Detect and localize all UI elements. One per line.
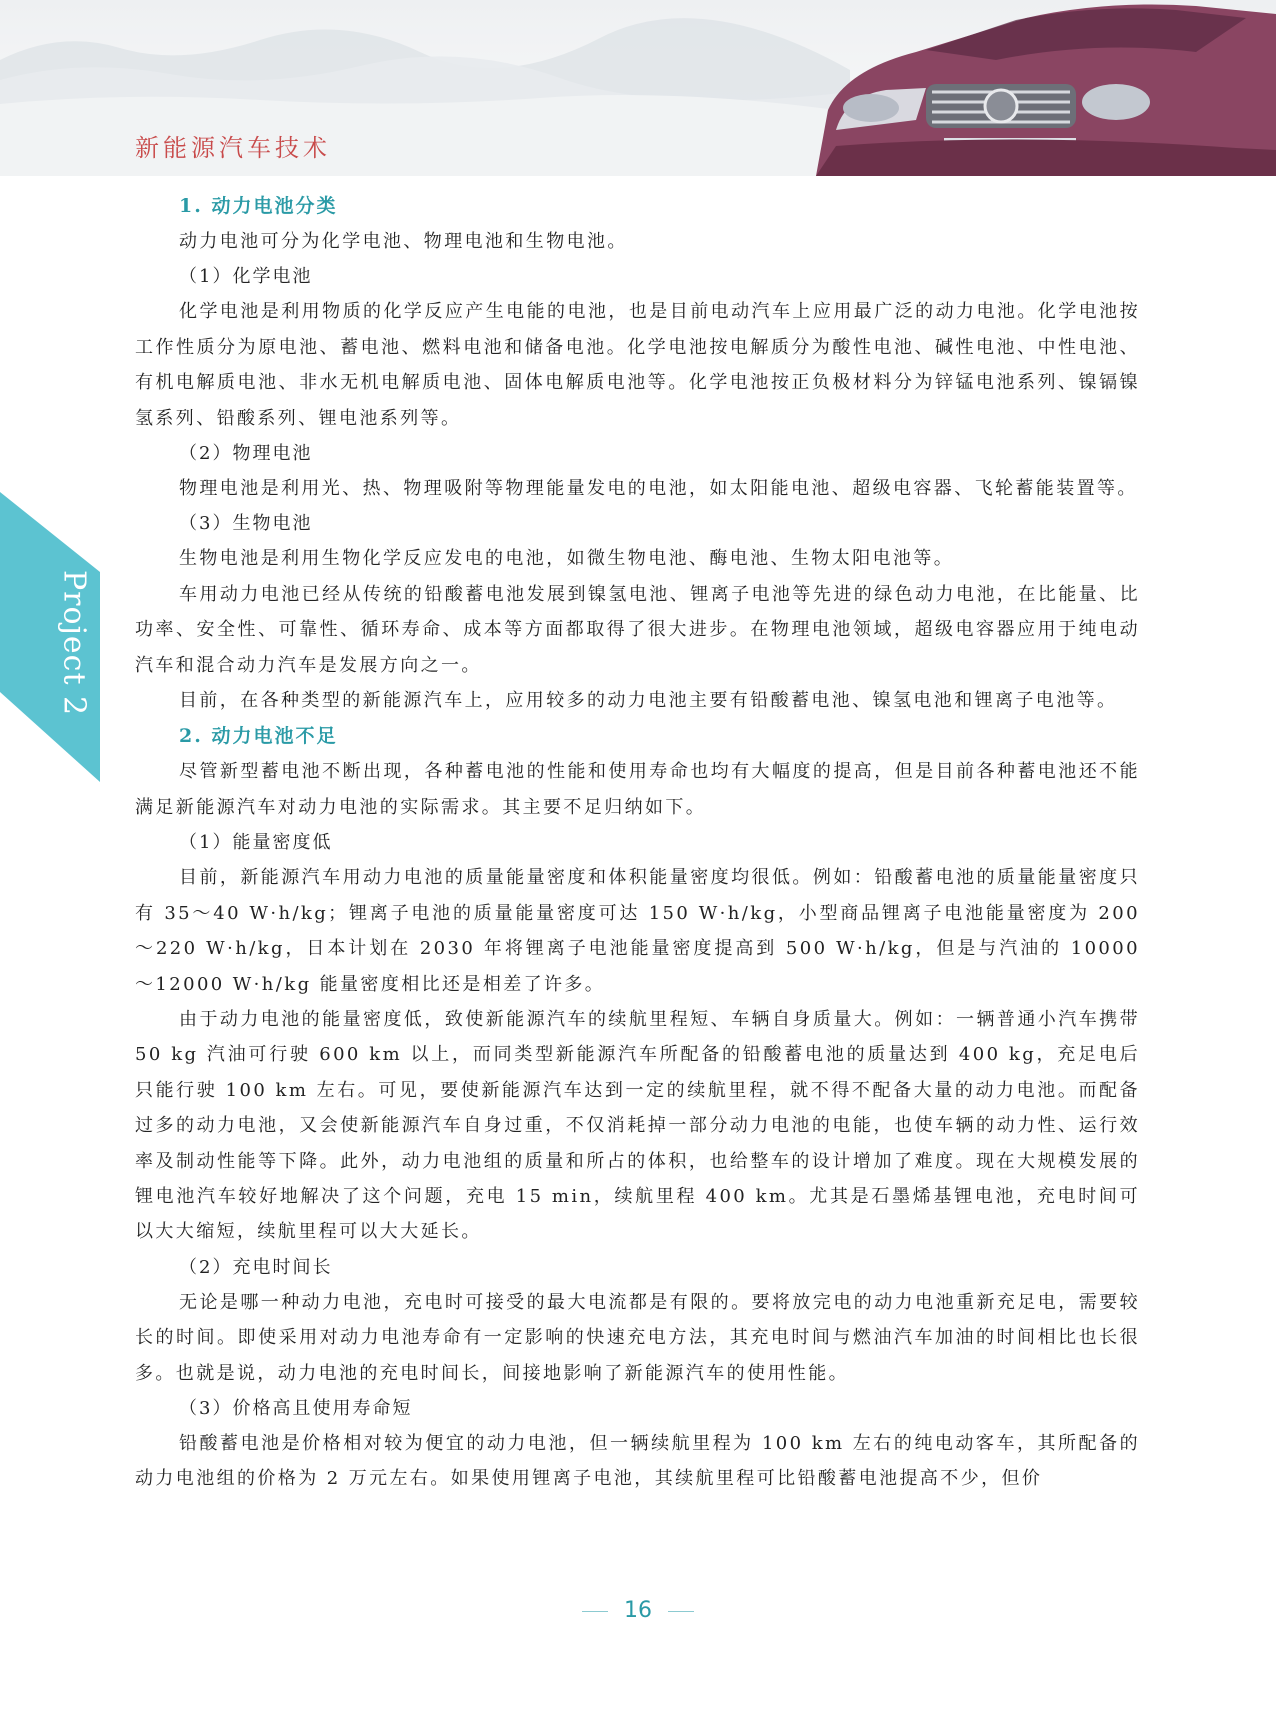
page-footer [0, 1598, 1276, 1623]
subheading: （1）能量密度低 [179, 832, 333, 854]
mist-mountains-illustration [0, 0, 850, 176]
subheading: （2）物理电池 [179, 443, 313, 465]
paragraph: 无论是哪一种动力电池，充电时可接受的最大电流都是有限的。要将放完电的动力电池重新充足电，需要较长的时间。即使采用对动力电池寿命有一定影响的快速充电方法，其充电时间与燃油汽车加油的时间相比也长很多。也就是说，动力电池的充电时间长，间接地影响了新能源汽车的使用性能。 [135, 1291, 1140, 1384]
paragraph: 由于动力电池的能量密度低，致使新能源汽车的续航里程短、车辆自身质量大。例如：一辆普通小汽车携带 50 kg 汽油可行驶 600 km 以上，而同类型新能源汽车所配备的铅酸蓄电池的质量达到 400 kg，充足电后只能行驶 100 km 左右。可见，要使新能源汽车达到一定的续航里程，就不得不配备大量的动力电池。而配备过多的动力电池，又会使新能源汽车自身过重，不仅消耗掉一部分动力电池的电能，也使车辆的动力性、运行效率及制动性能等下降。此外，动力电池组的质量和所占的体积，也给整车的设计增加了难度。现在大规模发展的锂电池汽车较好地解决了这个问题，充电 15 min，续航里程 400 km。尤其是石墨烯基锂电池，充电时间可以大大缩短，续航里程可以大大延长。 [135, 1008, 1140, 1243]
page-header [0, 0, 1276, 176]
side-tab-label: Project 2 [56, 570, 92, 717]
footer-dash-right [668, 1611, 694, 1612]
subheading: （3）价格高且使用寿命短 [179, 1397, 413, 1419]
paragraph: 目前，新能源汽车用动力电池的质量能量密度和体积能量密度均很低。例如：铅酸蓄电池的质量能量密度只有 35～40 W·h/kg；锂离子电池的质量能量密度可达 150 W·h/kg，小型商品锂离子电池能量密度为 200～220 W·h/kg，日本计划在 2030 年将锂离子电池能量密度提高到 500 W·h/kg，但是与汽油的 10000～12000 W·h/kg 能量密度相比还是相差了许多。 [135, 867, 1140, 995]
paragraph: 化学电池是利用物质的化学反应产生电能的电池，也是目前电动汽车上应用最广泛的动力电池。化学电池按工作性质分为原电池、蓄电池、燃料电池和储备电池。化学电池按电解质分为酸性电池、碱性电池、中性电池、有机电解质电池、非水无机电解质电池、固体电解质电池等。化学电池按正负极材料分为锌锰电池系列、镍镉镍氢系列、铅酸系列、锂电池系列等。 [135, 301, 1140, 429]
paragraph: 铅酸蓄电池是价格相对较为便宜的动力电池，但一辆续航里程为 100 km 左右的纯电动客车，其所配备的动力电池组的价格为 2 万元左右。如果使用锂离子电池，其续航里程可比铅酸蓄电池提高不少，但价 [135, 1432, 1140, 1490]
subheading: （1）化学电池 [179, 266, 313, 288]
section-heading: 2. 动力电池不足 [179, 725, 338, 748]
header-title: 新能源汽车技术 [135, 134, 331, 162]
section-heading: 1. 动力电池分类 [179, 195, 338, 217]
paragraph: 物理电池是利用光、热、物理吸附等物理能量发电的电池，如太阳能电池、超级电容器、飞轮蓄能装置等。 [179, 478, 1138, 500]
paragraph: 目前，在各种类型的新能源汽车上，应用较多的动力电池主要有铅酸蓄电池、镍氢电池和锂离子电池等。 [179, 690, 1118, 712]
main-content [135, 188, 1140, 1497]
paragraph: 车用动力电池已经从传统的铅酸蓄电池发展到镍氢电池、锂离子电池等先进的绿色动力电池，在比能量、比功率、安全性、可靠性、循环寿命、成本等方面都取得了很大进步。在物理电池领域，超级电容器应用于纯电动汽车和混合动力汽车是发展方向之一。 [135, 583, 1140, 676]
subheading: （2）充电时间长 [179, 1256, 333, 1278]
car-illustration [776, 0, 1276, 176]
paragraph: 尽管新型蓄电池不断出现，各种蓄电池的性能和使用寿命也均有大幅度的提高，但是目前各种蓄电池还不能满足新能源汽车对动力电池的实际需求。其主要不足归纳如下。 [135, 761, 1140, 818]
paragraph: 生物电池是利用生物化学反应发电的电池，如微生物电池、酶电池、生物太阳电池等。 [179, 548, 955, 570]
page-number: 16 [624, 1598, 652, 1623]
paragraph: 动力电池可分为化学电池、物理电池和生物电池。 [179, 231, 628, 252]
subheading: （3）生物电池 [179, 513, 313, 535]
footer-dash-left [582, 1611, 608, 1612]
